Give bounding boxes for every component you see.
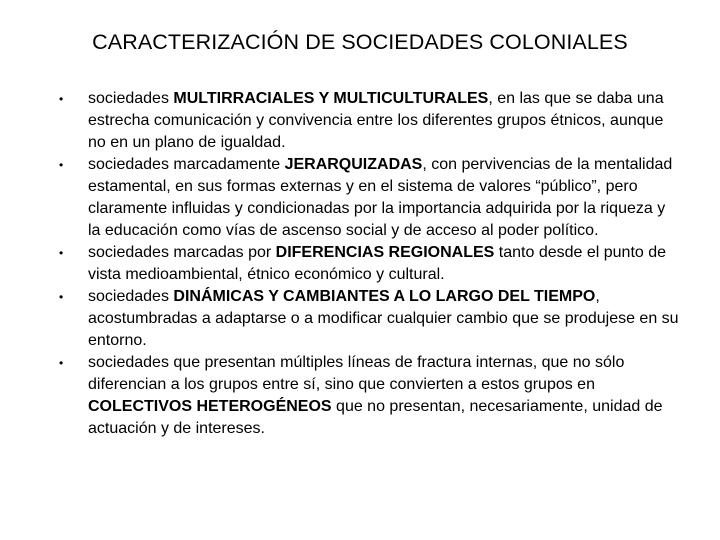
bullet-marker: • <box>59 290 64 304</box>
bullet-item <box>0 352 720 440</box>
bullet-emphasis: DIFERENCIAS REGIONALES <box>275 244 495 261</box>
slide-title: CARACTERIZACIÓN DE SOCIEDADES COLONIALES <box>92 30 628 54</box>
bullet-marker: • <box>59 92 64 106</box>
bullet-emphasis: MULTIRRACIALES Y MULTICULTURALES <box>173 90 489 107</box>
bullet-emphasis: DINÁMICAS Y CAMBIANTES A LO LARGO DEL TIEMPO <box>173 288 596 305</box>
bullet-item <box>0 242 720 286</box>
bullet-segment: sociedades marcadas por <box>88 244 276 261</box>
bullet-segment: sociedades que presentan múltiples líneas de fractura internas, que no sólo diferencian a los grupos entre sí, sino que convierten a estos grupos en <box>88 354 625 393</box>
bullet-segment: tanto desde el punto de vista medioambiental, étnico económico y cultural. <box>88 244 667 283</box>
bullet-segment: sociedades marcadamente <box>88 156 285 173</box>
bullet-text <box>88 90 664 151</box>
bullet-item <box>0 286 720 352</box>
bullet-text <box>88 156 672 239</box>
bullet-item <box>0 154 720 242</box>
bullet-segment: sociedades <box>88 90 174 107</box>
bullet-segment: que no presentan, necesariamente, unidad de actuación y de intereses. <box>88 398 663 437</box>
bullet-segment: , con pervivencias de la mentalidad estamental, en sus formas externas y en el sistema de valores “público”, pero claramente influidas y condicionadas por la importancia adquirida por la riqueza y la educación como vías de ascenso social y de acceso al poder político. <box>88 156 673 239</box>
bullet-marker: • <box>59 246 64 260</box>
bullet-marker: • <box>59 356 64 370</box>
bullet-segment: , acostumbradas a adaptarse o a modificar cualquier cambio que se produjese en su entorno. <box>88 288 679 349</box>
bullet-marker: • <box>59 158 64 172</box>
bullet-emphasis: JERARQUIZADAS <box>284 156 423 173</box>
bullet-item <box>0 88 720 154</box>
bullet-segment: sociedades <box>88 288 174 305</box>
bullet-text <box>88 244 666 283</box>
bullet-text <box>88 354 663 437</box>
bullet-list <box>0 88 720 440</box>
bullet-emphasis: COLECTIVOS HETEROGÉNEOS <box>88 398 332 415</box>
bullet-segment: , en las que se daba una estrecha comunicación y convivencia entre los diferentes grupos étnicos, aunque no en un plano de igualdad. <box>88 90 664 151</box>
bullet-text <box>88 288 679 349</box>
